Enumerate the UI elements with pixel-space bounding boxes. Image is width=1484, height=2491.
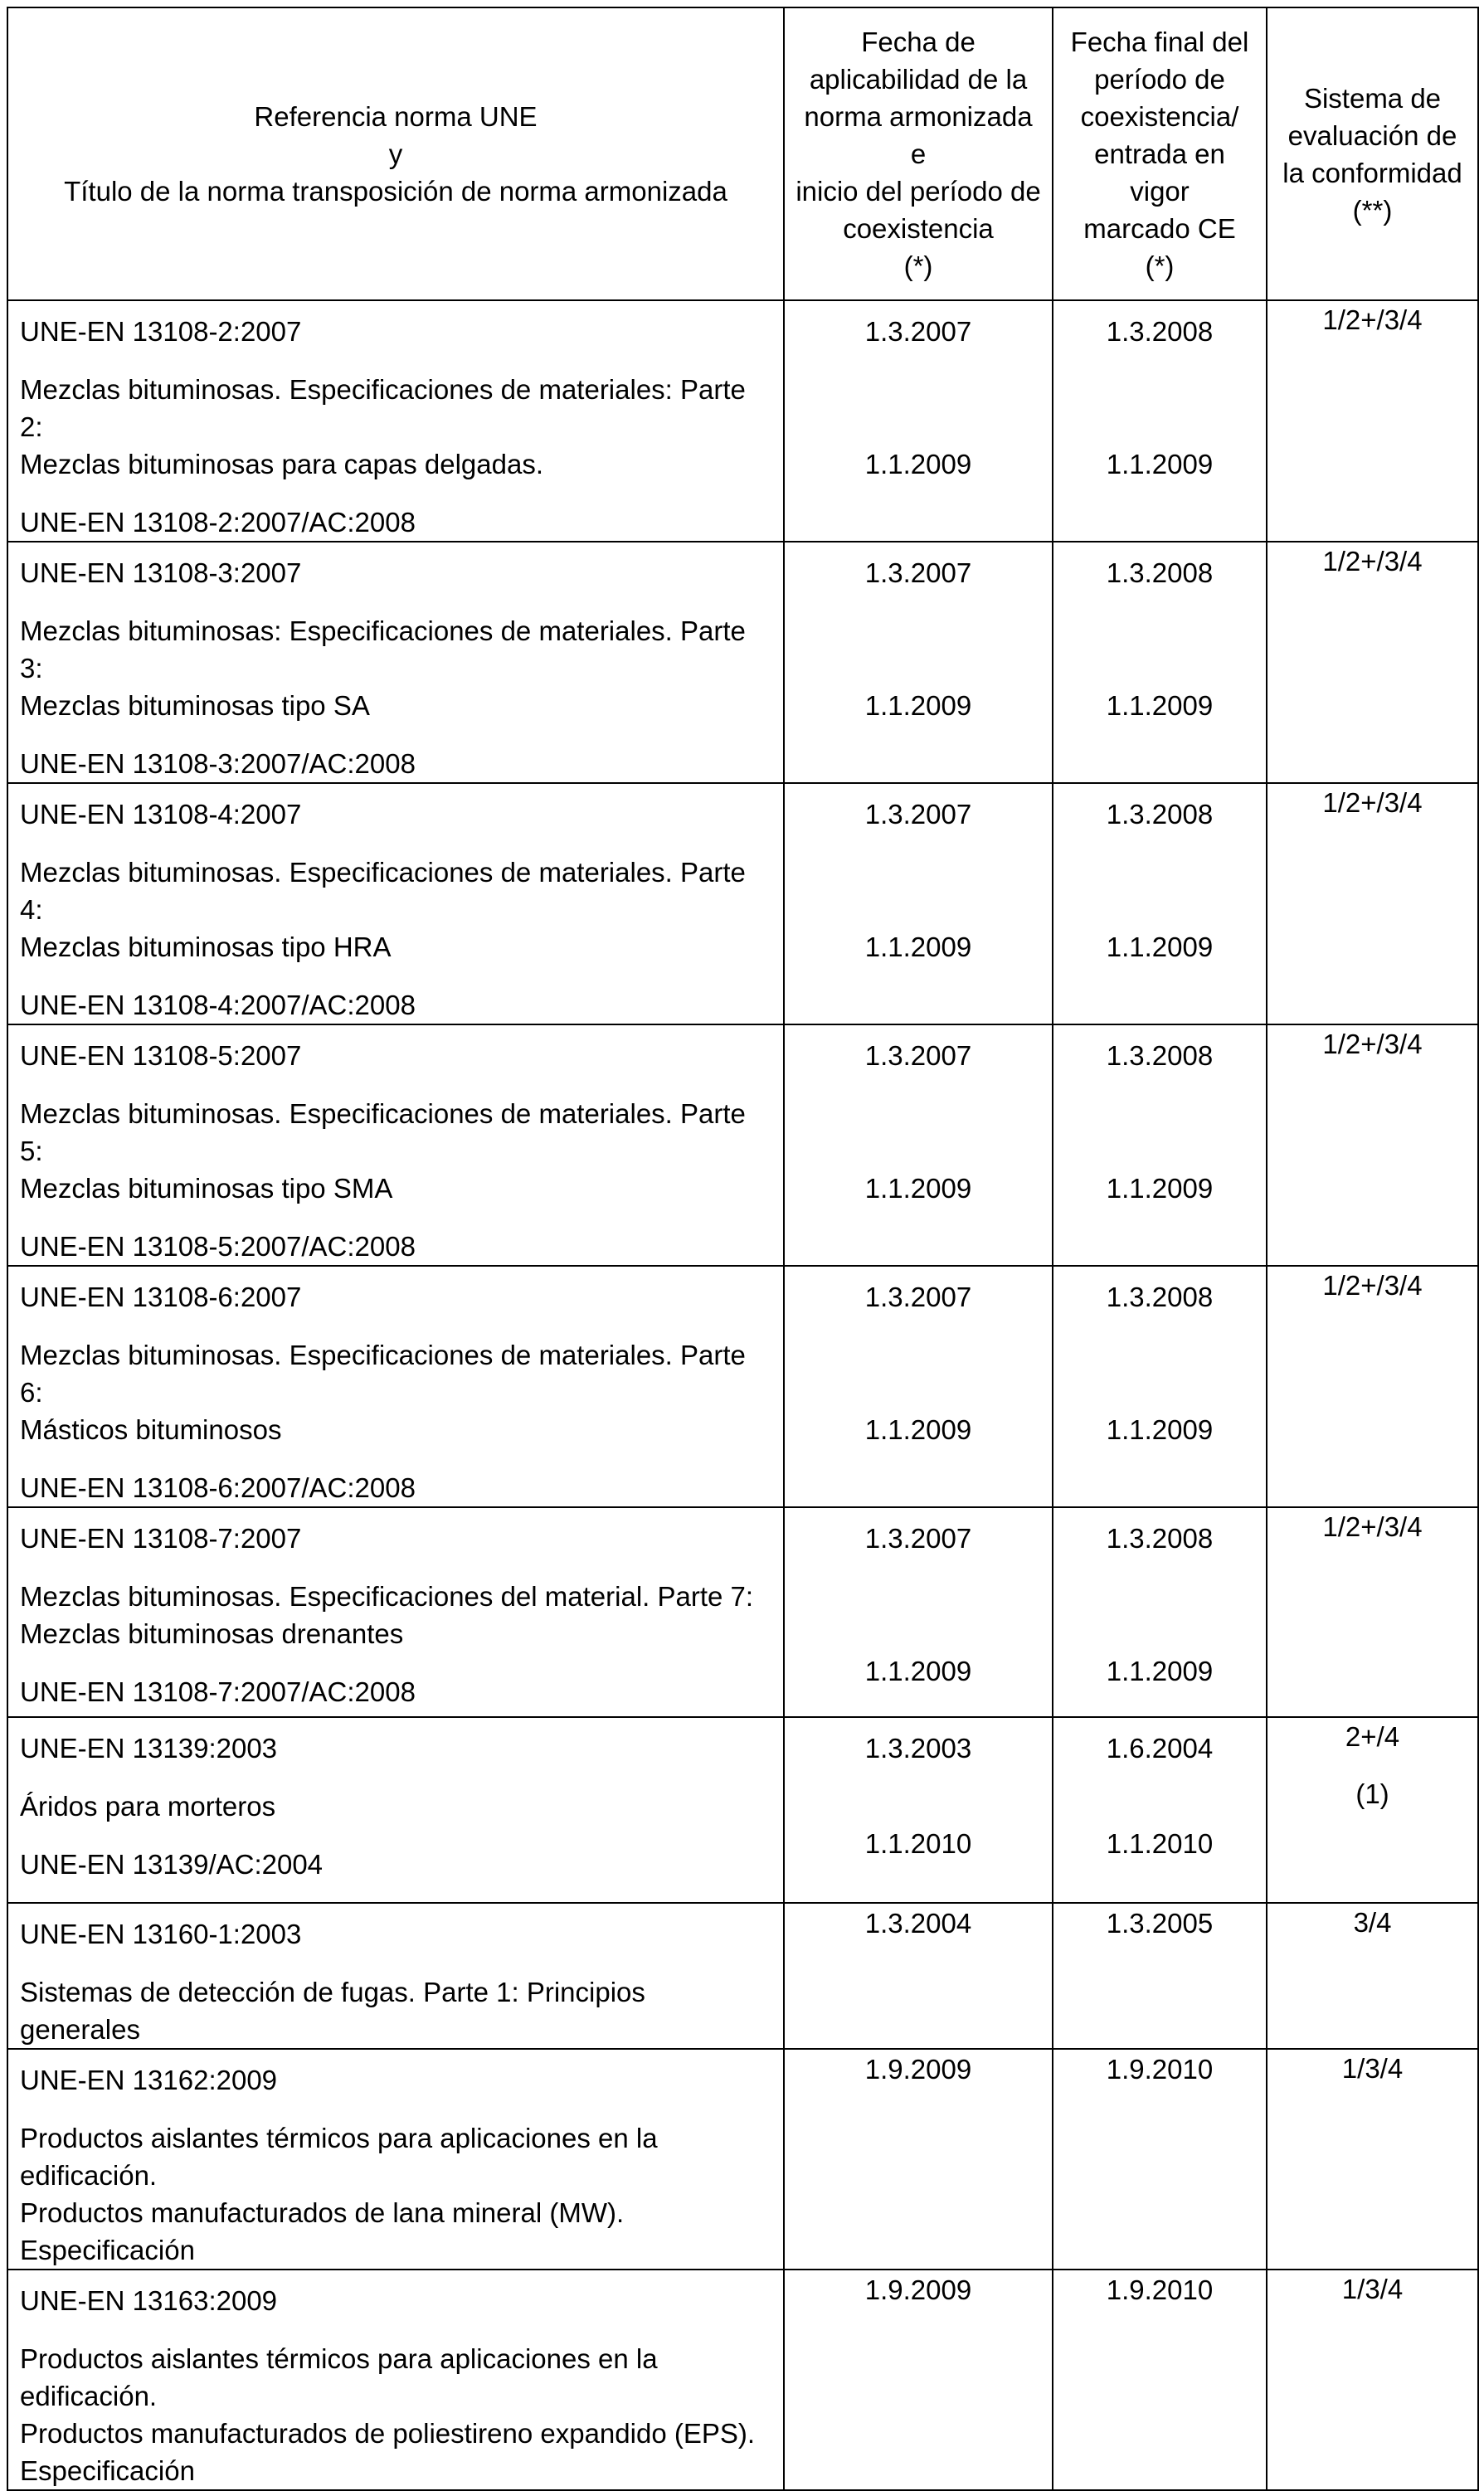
- coexistence-end-date: 1.3.2008: [1106, 316, 1214, 347]
- standard-title-line: Sistemas de detección de fugas. Parte 1: Principios generales: [20, 1977, 645, 2045]
- header-line: (**): [1352, 194, 1393, 226]
- standard-title-line: Mezclas bituminosas. Especificaciones del material. Parte 7:: [20, 1581, 754, 1612]
- coexistence-end-date: 1.3.2008: [1106, 1040, 1214, 1071]
- coexistence-end-date: 1.3.2008: [1106, 1523, 1214, 1554]
- conformity-system: 1/2+/3/4: [1322, 1270, 1423, 1301]
- coexistence-end-date: 1.9.2010: [1106, 2274, 1214, 2305]
- conformity-system-cell: [1267, 1266, 1478, 1507]
- corrigendum-end-date: 1.1.2009: [1106, 1414, 1214, 1445]
- standard-title-line: Mezclas bituminosas. Especificaciones de materiales. Parte 5:: [20, 1098, 746, 1166]
- header-line: Sistema de: [1303, 82, 1442, 114]
- conformity-system: 3/4: [1353, 1907, 1392, 1938]
- coexistence-end-date-cell: [1053, 1717, 1267, 1903]
- conformity-system: 1/2+/3/4: [1322, 546, 1423, 577]
- standard-title-line: Áridos para morteros: [20, 1791, 276, 1822]
- reference-cell: [7, 1024, 784, 1266]
- conformity-system: 1/2+/3/4: [1322, 304, 1423, 335]
- coexistence-end-date-cell: [1053, 542, 1267, 783]
- standard-reference: UNE-EN 13108-3:2007: [20, 557, 302, 588]
- header-coexistence-end-date: [1053, 7, 1267, 300]
- applicability-date-cell: [784, 1507, 1053, 1717]
- corrigendum-reference: UNE-EN 13108-6:2007/AC:2008: [20, 1472, 416, 1503]
- coexistence-end-date: 1.3.2008: [1106, 799, 1214, 830]
- applicability-date: 1.9.2009: [864, 2054, 972, 2085]
- standard-title-line: Mezclas bituminosas tipo SMA: [20, 1173, 393, 1204]
- standard-title-line: Productos manufacturados de poliestireno expandido (EPS).: [20, 2418, 756, 2449]
- corrigendum-reference: UNE-EN 13108-3:2007/AC:2008: [20, 748, 416, 779]
- standard-reference: UNE-EN 13139:2003: [20, 1733, 278, 1764]
- conformity-system: 1/2+/3/4: [1322, 1511, 1423, 1542]
- reference-cell: [7, 2049, 784, 2270]
- conformity-system-cell: [1267, 2049, 1478, 2270]
- reference-cell: [7, 1717, 784, 1903]
- applicability-date: 1.3.2007: [864, 1282, 972, 1312]
- header-line: evaluación de: [1287, 119, 1457, 151]
- coexistence-end-date-cell: [1053, 1266, 1267, 1507]
- applicability-date-cell: [784, 2270, 1053, 2490]
- reference-cell: [7, 1903, 784, 2049]
- corrigendum-reference: UNE-EN 13139/AC:2004: [20, 1849, 324, 1880]
- applicability-date-cell: [784, 1903, 1053, 2049]
- applicability-date: 1.3.2004: [864, 1908, 972, 1939]
- corrigendum-applicability-date: 1.1.2009: [864, 1414, 972, 1445]
- conformity-system-cell: [1267, 2270, 1478, 2490]
- corrigendum-end-date: 1.1.2009: [1106, 932, 1214, 962]
- header-line: aplicabilidad de la: [809, 64, 1028, 95]
- conformity-system-cell: [1267, 1024, 1478, 1266]
- standard-title-line: Mezclas bituminosas: Especificaciones de materiales. Parte 3:: [20, 615, 746, 684]
- header-line: Título de la norma transposición de norma armonizada: [64, 176, 727, 207]
- header-line: la conformidad: [1282, 157, 1462, 188]
- applicability-date: 1.3.2007: [864, 799, 972, 830]
- reference-cell: [7, 300, 784, 542]
- conformity-system: 1/3/4: [1341, 2274, 1404, 2304]
- applicability-date-cell: [784, 1717, 1053, 1903]
- standard-title-line: Másticos bituminosos: [20, 1414, 282, 1445]
- coexistence-end-date: 1.3.2005: [1106, 1908, 1214, 1939]
- conformity-system-cell: [1267, 542, 1478, 783]
- corrigendum-applicability-date: 1.1.2009: [864, 690, 972, 721]
- table-row: [7, 2049, 1478, 2270]
- table-row: [7, 1717, 1478, 1903]
- table-row: [7, 783, 1478, 1024]
- coexistence-end-date: 1.9.2010: [1106, 2054, 1214, 2085]
- table-row: [7, 542, 1478, 783]
- standard-title-line: Mezclas bituminosas tipo SA: [20, 690, 370, 721]
- standard-reference: UNE-EN 13162:2009: [20, 2065, 278, 2095]
- standard-title-line: Productos aislantes térmicos para aplicaciones en la edificación.: [20, 2343, 658, 2411]
- header-line: coexistencia/: [1080, 101, 1239, 132]
- standard-title-line: Mezclas bituminosas tipo HRA: [20, 932, 392, 962]
- corrigendum-applicability-date: 1.1.2010: [864, 1828, 972, 1859]
- applicability-date-cell: [784, 1266, 1053, 1507]
- corrigendum-end-date: 1.1.2009: [1106, 690, 1214, 721]
- header-line: Fecha final del: [1070, 27, 1249, 57]
- corrigendum-end-date: 1.1.2010: [1106, 1828, 1214, 1859]
- applicability-date: 1.9.2009: [864, 2274, 972, 2305]
- coexistence-end-date-cell: [1053, 1507, 1267, 1717]
- conformity-system-cell: [1267, 1507, 1478, 1717]
- conformity-system: 1/2+/3/4: [1322, 787, 1423, 818]
- corrigendum-end-date: 1.1.2009: [1106, 1173, 1214, 1204]
- table-row: [7, 300, 1478, 542]
- coexistence-end-date: 1.3.2008: [1106, 1282, 1214, 1312]
- table-header-row: [7, 7, 1478, 300]
- corrigendum-applicability-date: 1.1.2009: [864, 932, 972, 962]
- applicability-date: 1.3.2007: [864, 1040, 972, 1071]
- corrigendum-applicability-date: 1.1.2009: [864, 1173, 972, 1204]
- applicability-date: 1.3.2007: [864, 316, 972, 347]
- corrigendum-end-date: 1.1.2009: [1106, 1656, 1214, 1686]
- standard-title-line: Mezclas bituminosas para capas delgadas.: [20, 449, 544, 479]
- standard-reference: UNE-EN 13108-4:2007: [20, 799, 302, 830]
- header-line: (*): [1145, 251, 1175, 281]
- corrigendum-reference: UNE-EN 13108-7:2007/AC:2008: [20, 1676, 416, 1707]
- header-reference-title: [7, 7, 784, 300]
- standard-reference: UNE-EN 13160-1:2003: [20, 1919, 302, 1949]
- standard-reference: UNE-EN 13108-6:2007: [20, 1282, 302, 1312]
- conformity-system-note: (1): [1355, 1778, 1389, 1809]
- standard-reference: UNE-EN 13163:2009: [20, 2285, 278, 2316]
- standard-title-line: Mezclas bituminosas. Especificaciones de materiales: Parte 2:: [20, 374, 746, 442]
- header-line: inicio del período de: [796, 176, 1041, 207]
- reference-cell: [7, 1507, 784, 1717]
- applicability-date: 1.3.2007: [864, 557, 972, 588]
- coexistence-end-date-cell: [1053, 300, 1267, 542]
- applicability-date: 1.3.2003: [864, 1733, 972, 1764]
- header-line: y: [388, 139, 403, 169]
- coexistence-end-date-cell: [1053, 2270, 1267, 2490]
- table-row: [7, 1903, 1478, 2049]
- coexistence-end-date: 1.6.2004: [1106, 1733, 1214, 1764]
- coexistence-end-date-cell: [1053, 1024, 1267, 1266]
- conformity-system-cell: [1267, 783, 1478, 1024]
- applicability-date-cell: [784, 2049, 1053, 2270]
- standard-reference: UNE-EN 13108-5:2007: [20, 1040, 302, 1071]
- applicability-date-cell: [784, 783, 1053, 1024]
- coexistence-end-date-cell: [1053, 783, 1267, 1024]
- corrigendum-reference: UNE-EN 13108-2:2007/AC:2008: [20, 507, 416, 538]
- table-row: [7, 1024, 1478, 1266]
- reference-cell: [7, 783, 784, 1024]
- header-line: (*): [903, 251, 933, 281]
- applicability-date-cell: [784, 542, 1053, 783]
- reference-cell: [7, 1266, 784, 1507]
- standard-title-line: Productos aislantes térmicos para aplicaciones en la edificación.: [20, 2123, 658, 2191]
- table-row: [7, 1507, 1478, 1717]
- coexistence-end-date: 1.3.2008: [1106, 557, 1214, 588]
- header-line: Referencia norma UNE: [254, 101, 538, 132]
- table-row: [7, 2270, 1478, 2490]
- header-line: coexistencia: [843, 213, 994, 244]
- header-conformity-system: [1267, 7, 1478, 300]
- harmonized-standards-table: [7, 7, 1479, 2491]
- standard-reference: UNE-EN 13108-2:2007: [20, 316, 302, 347]
- header-line: Fecha de: [861, 27, 976, 57]
- header-applicability-date: [784, 7, 1053, 300]
- conformity-system-cell: [1267, 1717, 1478, 1903]
- corrigendum-reference: UNE-EN 13108-4:2007/AC:2008: [20, 990, 416, 1020]
- conformity-system: 1/2+/3/4: [1322, 1029, 1423, 1059]
- applicability-date: 1.3.2007: [864, 1523, 972, 1554]
- coexistence-end-date-cell: [1053, 2049, 1267, 2270]
- conformity-system: 1/3/4: [1341, 2053, 1404, 2084]
- standard-reference: UNE-EN 13108-7:2007: [20, 1523, 302, 1554]
- conformity-system-cell: [1267, 300, 1478, 542]
- corrigendum-applicability-date: 1.1.2009: [864, 449, 972, 479]
- corrigendum-applicability-date: 1.1.2009: [864, 1656, 972, 1686]
- applicability-date-cell: [784, 1024, 1053, 1266]
- header-line: entrada en vigor: [1094, 139, 1225, 207]
- standard-title-line: Especificación: [20, 2455, 195, 2486]
- standard-title-line: Productos manufacturados de lana mineral (MW). Especificación: [20, 2197, 625, 2265]
- standard-title-line: Mezclas bituminosas. Especificaciones de materiales. Parte 6:: [20, 1340, 746, 1408]
- table-row: [7, 1266, 1478, 1507]
- standard-title-line: Mezclas bituminosas drenantes: [20, 1618, 404, 1649]
- reference-cell: [7, 542, 784, 783]
- conformity-system-cell: [1267, 1903, 1478, 2049]
- header-line: marcado CE: [1083, 213, 1236, 244]
- standard-title-line: Mezclas bituminosas. Especificaciones de materiales. Parte 4:: [20, 857, 746, 925]
- header-line: período de: [1094, 64, 1225, 95]
- reference-cell: [7, 2270, 784, 2490]
- corrigendum-end-date: 1.1.2009: [1106, 449, 1214, 479]
- corrigendum-reference: UNE-EN 13108-5:2007/AC:2008: [20, 1231, 416, 1262]
- header-line: norma armonizada e: [804, 101, 1033, 169]
- coexistence-end-date-cell: [1053, 1903, 1267, 2049]
- applicability-date-cell: [784, 300, 1053, 542]
- conformity-system: 2+/4: [1345, 1721, 1400, 1752]
